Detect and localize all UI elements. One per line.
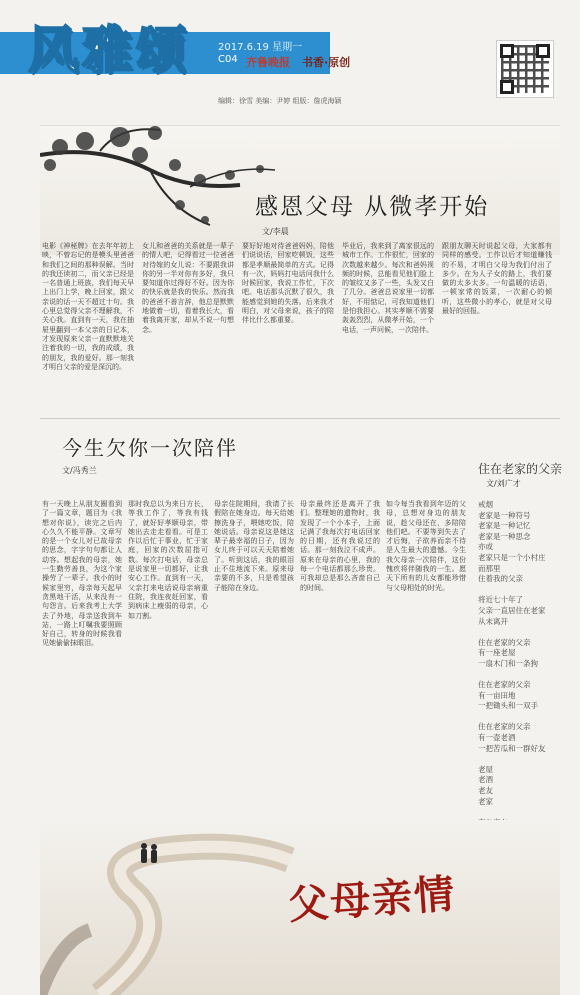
poem-line: 住在老家的父亲 — [478, 680, 531, 690]
article-column: 母亲最终还是离开了我们。整理她的遗物时，我发现了一个小本子，上面记满了我每次打电话回家的日期，还有我说过的话。那一刻我泣不成声。原来在母亲的心里，我的每一个电话都那么珍贵。可我却总是那么吝啬自己的时间。 — [300, 500, 380, 592]
article-author: 文/李晨 — [262, 227, 289, 236]
poem-line: 一把苦瓜和一群好友 — [478, 743, 546, 753]
poem-line: 住在老家的父亲 — [478, 637, 531, 647]
poem-line: 老家是一种符号 — [478, 510, 531, 520]
page-number: C04 — [218, 54, 238, 65]
qr-code-icon[interactable] — [496, 40, 554, 98]
poem-line — [478, 585, 568, 596]
poem-line: 老家是一种思念 — [478, 531, 531, 541]
poem-line: 住在老家的父亲 — [478, 722, 531, 732]
poem-line: 有一座老屋 — [478, 648, 516, 658]
poem-line: 老友 — [478, 786, 493, 796]
poem-line: 一扇木门和一条狗 — [478, 658, 538, 668]
issue-date: 2017.6.19 星期一 — [218, 42, 303, 53]
poem-line: 而那里 — [478, 563, 501, 573]
masthead-title: 风雅颂 — [28, 21, 190, 79]
poem-line: 老家是一种记忆 — [478, 521, 531, 531]
section-divider — [40, 418, 560, 419]
poem-title: 住在老家的父亲 — [478, 462, 563, 476]
article-column: 母亲住院期间，我请了长假陪在她身边。每天给她擦洗身子，喂她吃饭，陪她说话。母亲说这是她这辈子最幸福的日子，因为女儿终于可以天天陪着她了。听到这话，我的眼泪止不住地流下来。原来母亲要的不多，只是希望孩子能陪在身边。 — [214, 500, 294, 592]
article-column: 跟朋友聊天时说起父母，大家都有同样的感受。工作以后才知道赚钱的不易，才明白父母为我们付出了多少。在为人子女的路上，我们要做的太多太多。一句温暖的话语，一顿家常的饭菜，一次耐心的倾听，这些微小的孝心，就是对父母最好的回报。 — [442, 242, 552, 316]
article-title: 感恩父母 从微孝开始 — [255, 194, 490, 220]
article-author: 文/冯秀兰 — [62, 466, 97, 475]
poem-line: 父亲一直居住在老家 — [478, 605, 546, 615]
article-column: 如今每当我看到年迈的父母，总想对身边的朋友说，趁父母还在，多陪陪他们吧。不要等到失去了才后悔，子欲养而亲不待是人生最大的遗憾。今生我欠母亲一次陪伴，这份愧疚将伴随我的一生。愿天下所有的儿女都能珍惜与父母相处的时光。 — [386, 500, 466, 592]
poem-line: 老屋 — [478, 764, 493, 774]
poem-line: 老家只是一个小村庄 — [478, 552, 546, 562]
poem-line: 有一亩田地 — [478, 690, 516, 700]
editor-credits: 编辑：徐雪 美编：尹婷 组版：詹虎海颖 — [218, 97, 342, 105]
poem-line — [478, 754, 568, 765]
poem-line: 一把锄头和一双手 — [478, 701, 538, 711]
article-column: 毕业后，我来到了离家很远的城市工作。工作很忙，回家的次数越来越少。每次和爸妈视频的时候，总能看见他们脸上的皱纹又多了一些，头发又白了几分。爸爸总说家里一切都好，不用惦记，可我知道他们是怕我担心。其实孝顺不需要轰轰烈烈，从微孝开始，一个电话，一声问候，一次陪伴。 — [342, 242, 434, 334]
poem-line: 从未离开 — [478, 616, 508, 626]
article-column: 那时我总以为来日方长，等我工作了，等我有钱了，就好好孝顺母亲，带她出去走走看看。可是工作以后忙于事业，忙于家庭，回家的次数屈指可数。每次打电话，母亲总是说家里一切都好，让我安心工作。直到有一天，父亲打来电话说母亲病重住院，我连夜赶回家，看到病床上瘦弱的母亲，心如刀割。 — [128, 500, 208, 620]
page-header — [0, 0, 580, 112]
article-title: 今生欠你一次陪伴 — [62, 436, 238, 460]
paper-name: 齐鲁晚报 — [246, 56, 290, 69]
article-column: 女儿和爸爸的关系就是一辈子的情人吧，记得看过一位爸爸对待嫁的女儿说：不要跟我讲你的另一半对你有多好，我只要知道你过得好不好。因为你的快乐就是我的快乐。然而我的爸爸不善言辞，他总是默默地做着一切，看着我长大，看着我离开家，却从不说一句想念。 — [142, 242, 234, 334]
poem-line — [478, 807, 568, 818]
article-column: 电影《神秘牌》在去年年初上映，不曾忘记的是模头里爸爸和我们之间的那种误解。当时的我还读初二，而父亲已经是一名普通上班族，我们每天早上出门上学，晚上回家，跟父亲说的话一天不超过十句。我心里总觉得父亲不理解我，不关心我。直到有一天，我在抽屉里翻到一本父亲的日记本，才发现原来父亲一直默默地关注着我的一切，我的成绩，我的朋友，我的爱好。那一刻我才明白父亲的爱是深沉的。 — [42, 242, 134, 371]
poem-line: 老家 — [478, 796, 493, 806]
poem-line: 将近七十年了 — [478, 595, 523, 605]
poem-line: 亦或 — [478, 542, 493, 552]
poem-line — [478, 627, 568, 638]
poem-line — [478, 712, 568, 723]
poem-line — [478, 670, 568, 681]
article-column: 要好好地对待爸爸妈妈，陪他们说说话，回家吃顿饭，这些都是孝顺最简单的方式。记得有一次，妈妈打电话问我什么时候回家，我说工作忙，下次吧。电话那头沉默了很久，我能感觉到她的失落。后来我才明白，对父母来说，孩子的陪伴比什么都重要。 — [242, 242, 334, 325]
poem-line: 有一壶老酒 — [478, 733, 516, 743]
poem-line: 住着我的父亲 — [478, 574, 523, 584]
poem-line: 戒烟 — [478, 500, 493, 509]
poem-line: 老酒 — [478, 775, 493, 785]
poem-body — [478, 500, 568, 850]
calligraphy-title: 父母亲情 — [286, 870, 458, 929]
article-column: 有一天晚上从朋友圈看到了一篇文章，题目为《我想对你说》，读完之后内心久久不能平静。文章写的是一个女儿对已故母亲的思念，字字句句都让人动容。想起我的母亲，她一生勤劳善良，为这个家操劳了一辈子。我小的时候家里穷，母亲每天起早贪黑地干活，从来没有一句怨言。后来我考上大学去了外地，母亲送我到车站，一路上叮嘱我要照顾好自己，转身的时候我看见她偷偷抹眼泪。 — [42, 500, 122, 648]
section-tag: 书香·原创 — [302, 56, 351, 69]
poem-author: 文/刘广才 — [486, 479, 521, 488]
